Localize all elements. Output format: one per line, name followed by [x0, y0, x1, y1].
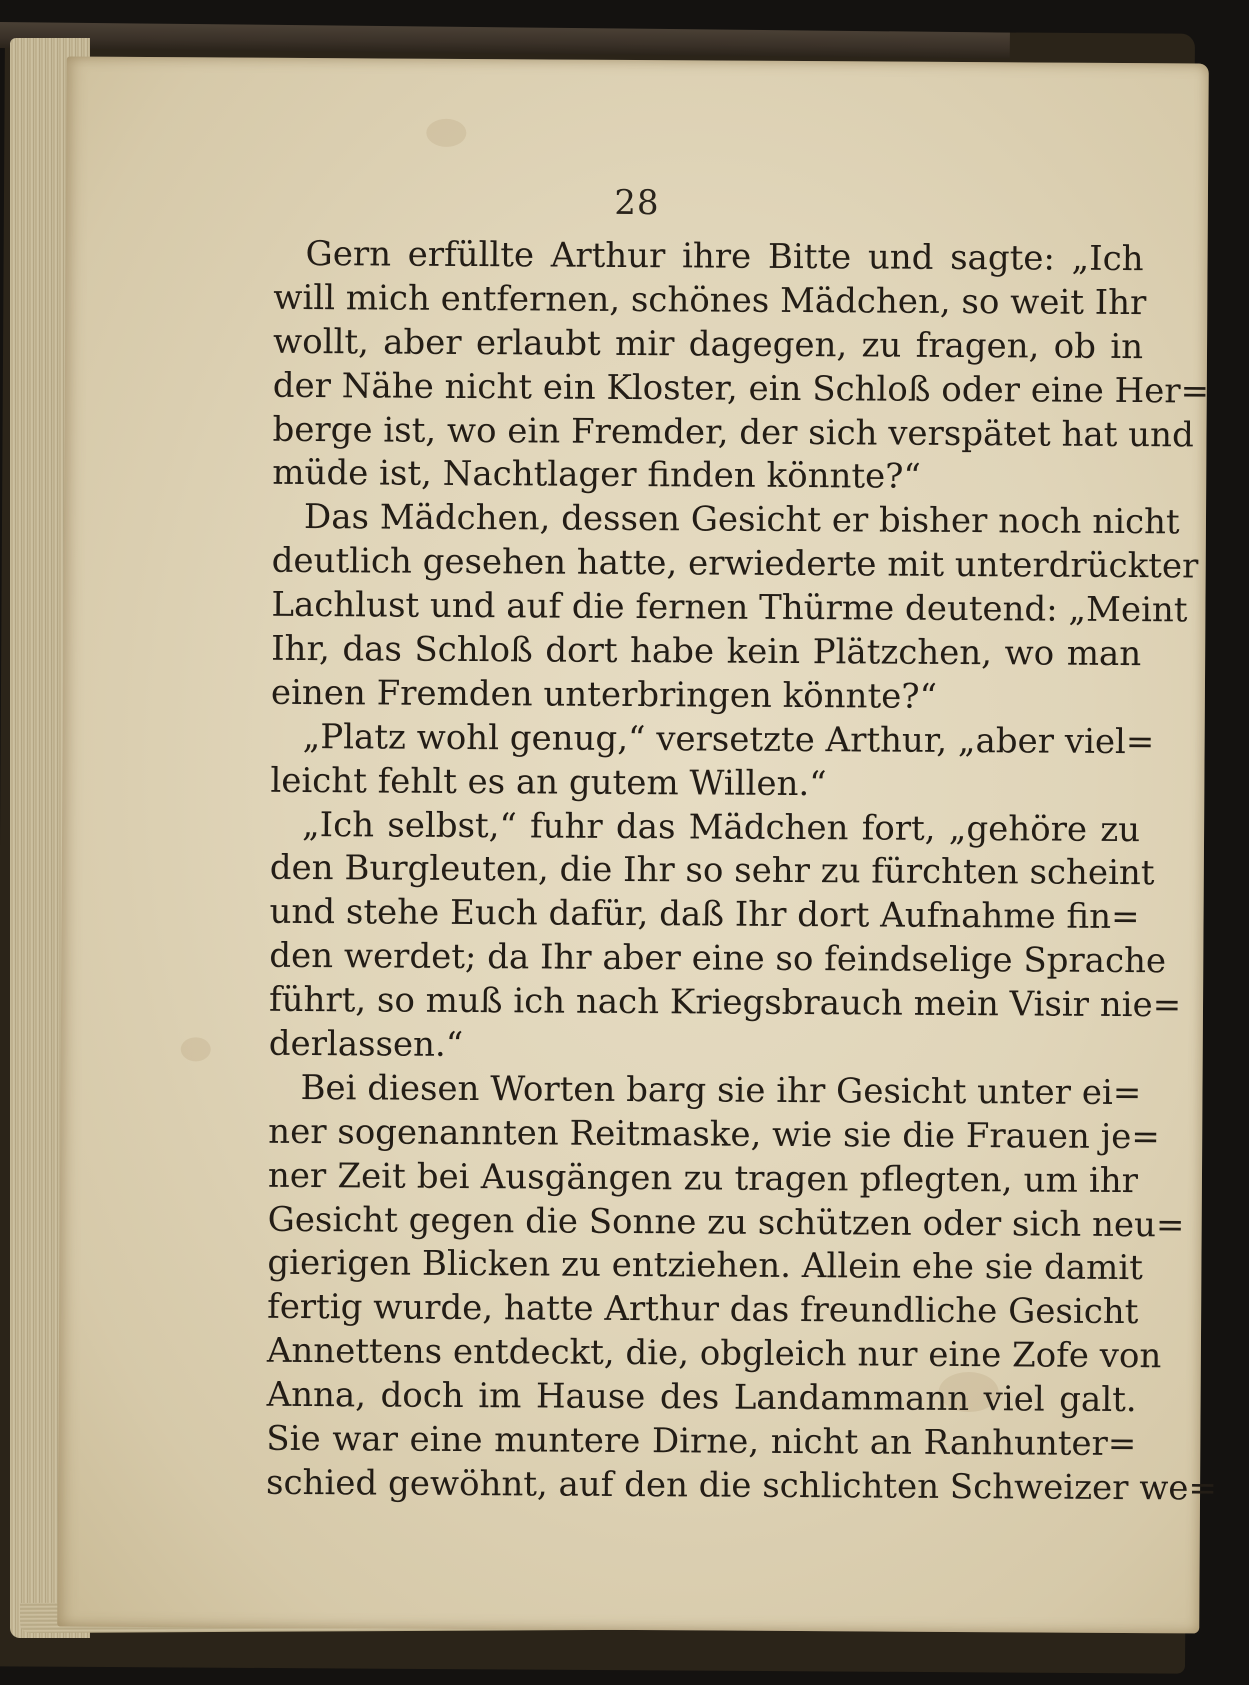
text-line: Gern erfüllte Arthur ihre Bitte und sagte: „Ich [305, 233, 1144, 280]
text-line: Annettens entdeckt, die, obgleich nur eine Zofe von [266, 1331, 1162, 1377]
text-line: Lachlust und auf die fernen Thürme deutend: „Meint [271, 584, 1188, 631]
book-page [57, 57, 1218, 1634]
text-line: Anna, doch im Hause des Landammann viel galt. [266, 1374, 1137, 1421]
text-line: Ihr, das Schloß dort habe kein Plätzchen, wo man [271, 628, 1142, 675]
text-line: Das Mädchen, dessen Gesicht er bisher noch nicht [303, 497, 1180, 543]
text-line: schied gewöhnt, auf den die schlichten Schweizer we= [265, 1462, 1218, 1509]
text-line: einen Fremden unterbringen könnte?“ [270, 672, 938, 717]
text-line: Bei diesen Worten barg sie ihr Gesicht unter ei= [300, 1067, 1142, 1114]
text-line: den werdet; da Ihr aber eine so feindselige Sprache [269, 936, 1167, 982]
text-line: will mich entfernen, schönes Mädchen, so weit Ihr [273, 277, 1147, 324]
text-line: deutlich gesehen hatte, erwiederte mit unterdrückter [271, 541, 1199, 587]
text-line: „Ich selbst,“ fuhr das Mädchen fort, „gehöre zu [301, 804, 1141, 850]
text-line: fertig wurde, hatte Arthur das freundliche Gesicht [267, 1287, 1139, 1333]
text-line: wollt, aber erlaubt mir dagegen, zu fragen, ob in [272, 321, 1144, 367]
page-number: 28 [614, 182, 660, 224]
text-line: Sie war eine muntere Dirne, nicht an Ranhunter= [266, 1418, 1137, 1465]
text-line: ner sogenannten Reitmaske, wie sie die Frauen je= [268, 1111, 1160, 1158]
text-line: müde ist, Nachtlager finden könnte?“ [272, 453, 921, 498]
foxing-stain [181, 1037, 211, 1061]
body-text [265, 233, 1218, 1511]
text-line: leicht fehlt es an gutem Willen.“ [270, 760, 827, 804]
text-line: „Platz wohl genug,“ versetzte Arthur, „aber viel= [302, 716, 1155, 762]
foxing-stain [426, 119, 466, 147]
text-line: Gesicht gegen die Sonne zu schützen oder sich neu= [267, 1199, 1185, 1245]
text-line: führt, so muß ich nach Kriegsbrauch mein Visir nie= [268, 979, 1182, 1026]
text-line: gierigen Blicken zu entziehen. Allein ehe sie damit [267, 1243, 1143, 1289]
text-line: und stehe Euch dafür, daß Ihr dort Aufnahme fin= [269, 892, 1140, 938]
text-line: ner Zeit bei Ausgängen zu tragen pflegten, um ihr [267, 1155, 1139, 1201]
text-line: der Nähe nicht ein Kloster, ein Schloß oder eine Her= [272, 365, 1210, 412]
text-line: berge ist, wo ein Fremder, der sich verspätet hat und [272, 409, 1194, 455]
text-line: den Burgleuten, die Ihr so sehr zu fürchten scheint [269, 848, 1155, 894]
text-line: derlassen.“ [268, 1023, 464, 1065]
